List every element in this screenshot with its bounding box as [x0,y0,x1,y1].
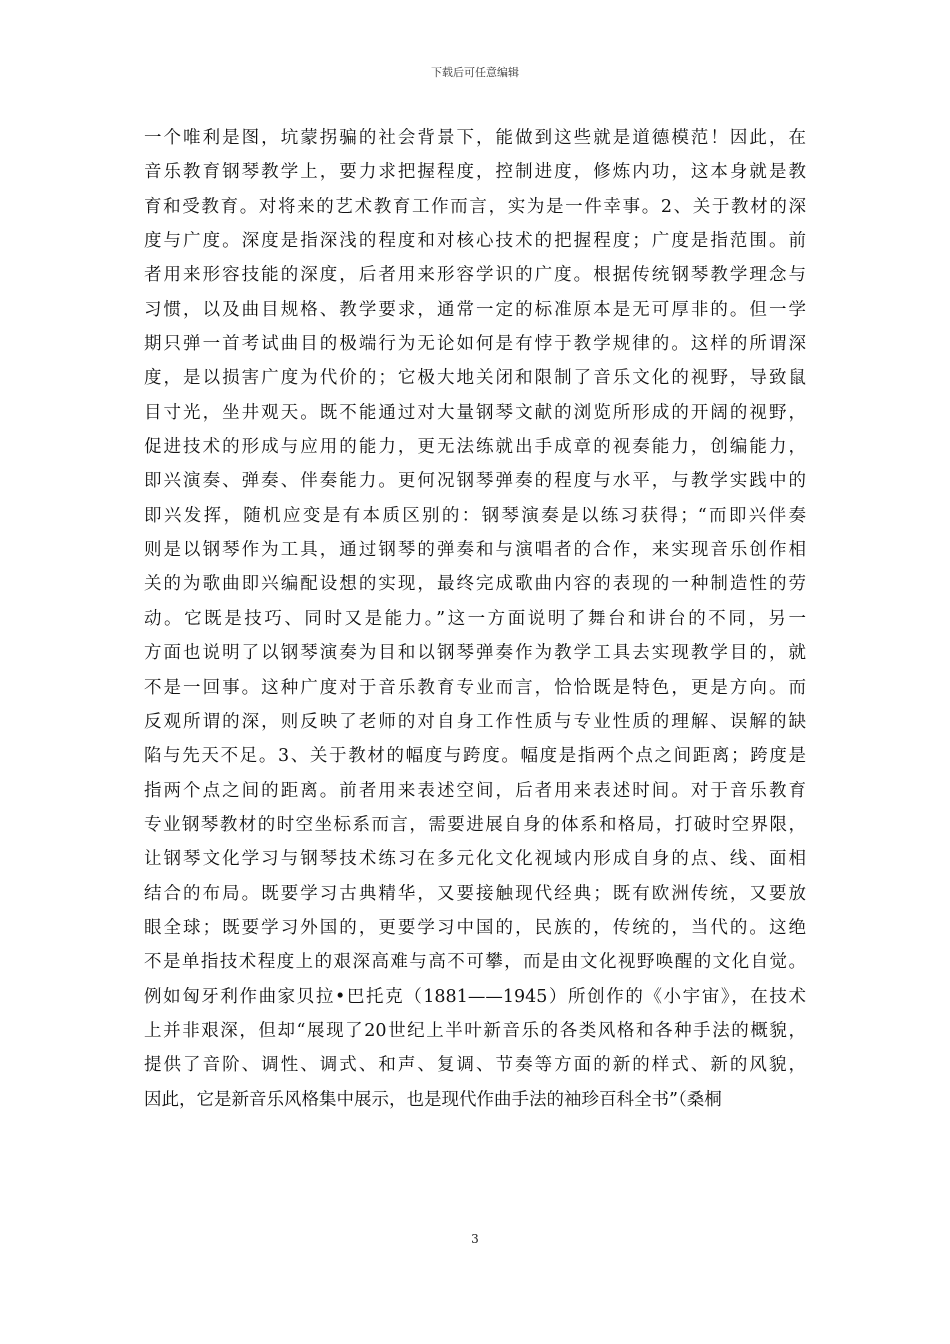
text-line: 育和受教育。对将来的艺术教育工作而言，实为是一件幸事。2、关于教材的深 [144,196,806,217]
text-line: 习惯，以及曲目规格、教学要求，通常一定的标准原本是无可厚非的。但一学 [144,299,806,320]
text-line: 一个唯利是图，坑蒙拐骗的社会背景下，能做到这些就是道德模范！因此，在 [144,128,806,148]
text-line: 则是以钢琴作为工具，通过钢琴的弹奏和与演唱者的合作，来实现音乐创作相 [144,540,806,561]
text-line: 让钢琴文化学习与钢琴技术练习在多元化文化视域内形成自身的点、线、面相 [144,849,806,870]
body-text [144,121,806,1117]
text-line: 提供了音阶、调性、调式、和声、复调、节奏等方面的新的样式、新的风貌， [144,1055,806,1076]
text-line: 音乐教育钢琴教学上，要力求把握程度，控制进度，修炼内功，这本身就是教 [144,162,806,183]
text-line: 因此，它是新音乐风格集中展示，也是现代作曲手法的袖珍百科全书”（桑桐 [144,1089,722,1110]
text-line: 方面也说明了以钢琴演奏为目和以钢琴弹奏作为教学工具去实现教学目的，就 [144,643,806,664]
text-line: 专业钢琴教材的时空坐标系而言，需要进展自身的体系和格局，打破时空界限， [144,814,806,835]
text-line: 例如匈牙利作曲家贝拉•巴托克（1881——1945）所创作的《小宇宙》，在技术 [144,986,806,1007]
text-line: 期只弹一首考试曲目的极端行为无论如何是有悖于教学规律的。这样的所谓深 [144,334,806,355]
text-line: 眼全球；既要学习外国的，更要学习中国的，民族的，传统的，当代的。这绝 [144,917,806,938]
text-line: 即兴演奏、弹奏、伴奏能力。更何况钢琴弹奏的程度与水平，与教学实践中的 [144,471,806,492]
text-line: 不是单指技术程度上的艰深高难与高不可攀，而是由文化视野唤醒的文化自觉。 [144,952,806,973]
page-number: 3 [471,1232,479,1246]
text-line: 指两个点之间的距离。前者用来表述空间，后者用来表述时间。对于音乐教育 [144,780,806,801]
text-line: 上并非艰深，但却“展现了20世纪上半叶新音乐的各类风格和各种手法的概貌， [144,1020,806,1041]
text-line: 度，是以损害广度为代价的；它极大地关闭和限制了音乐文化的视野，导致鼠 [144,368,806,389]
text-line: 者用来形容技能的深度，后者用来形容学识的广度。根据传统钢琴教学理念与 [144,265,806,286]
text-line: 动。它既是技巧、同时又是能力。”这一方面说明了舞台和讲台的不同，另一 [144,608,806,629]
text-line: 不是一回事。这种广度对于音乐教育专业而言，恰恰既是特色，更是方向。而 [144,677,806,698]
text-line: 即兴发挥，随机应变是有本质区别的：钢琴演奏是以练习获得；“而即兴伴奏 [144,505,806,526]
text-line: 陷与先天不足。3、关于教材的幅度与跨度。幅度是指两个点之间距离；跨度是 [144,746,806,767]
text-line: 关的为歌曲即兴编配设想的实现，最终完成歌曲内容的表现的一种制造性的劳 [144,574,806,595]
text-line: 目寸光，坐井观天。既不能通过对大量钢琴文献的浏览所形成的开阔的视野， [144,402,806,423]
text-line: 度与广度。深度是指深浅的程度和对核心技术的把握程度；广度是指范围。前 [144,231,806,252]
text-line: 促进技术的形成与应用的能力，更无法练就出手成章的视奏能力，创编能力， [144,437,806,458]
text-line: 结合的布局。既要学习古典精华，又要接触现代经典；既有欧洲传统，又要放 [144,883,806,904]
text-line: 反观所谓的深，则反映了老师的对自身工作性质与专业性质的理解、误解的缺 [144,711,806,732]
page-header: 下载后可任意编辑 [431,66,519,79]
